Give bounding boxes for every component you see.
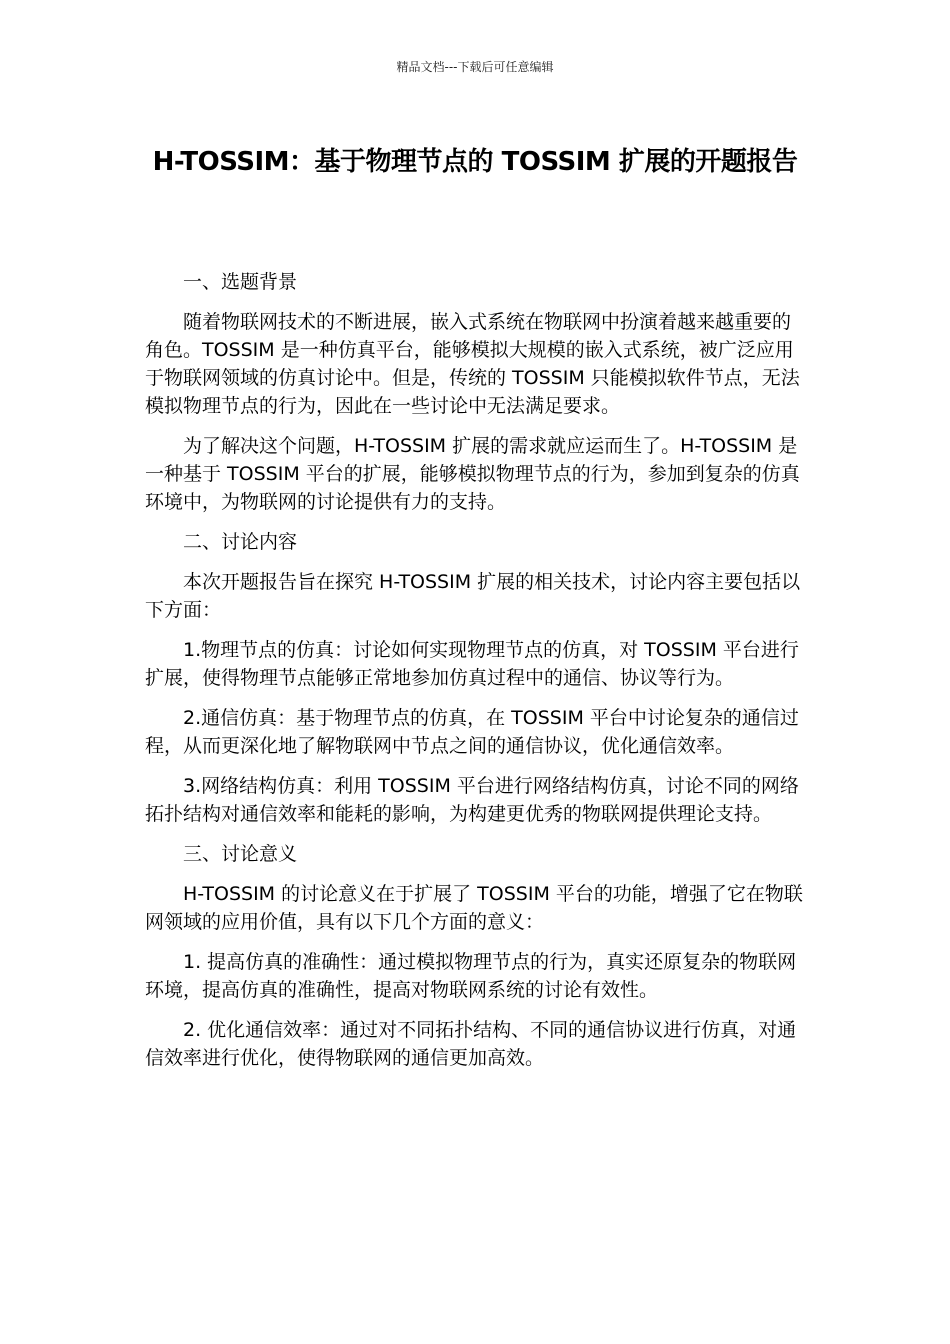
list-item: 2. 优化通信效率：通过对不同拓扑结构、不同的通信协议进行仿真，对通信效率进行优化，使得物联网的通信更加高效。 (145, 1019, 797, 1069)
list-item: 2.通信仿真：基于物理节点的仿真，在 TOSSIM 平台中讨论复杂的通信过程，从而更深化地了解物联网中节点之间的通信协议，优化通信效率。 (145, 707, 799, 757)
paragraph: 本次开题报告旨在探究 H-TOSSIM 扩展的相关技术，讨论内容主要包括以下方面： (145, 571, 801, 621)
list-item: 1. 提高仿真的准确性：通过模拟物理节点的行为，真实还原复杂的物联网环境，提高仿真的准确性，提高对物联网系统的讨论有效性。 (145, 951, 797, 1001)
document-title: H-TOSSIM：基于物理节点的 TOSSIM 扩展的开题报告 (152, 147, 798, 177)
document-body (145, 268, 805, 1084)
list-item: 1.物理节点的仿真：讨论如何实现物理节点的仿真，对 TOSSIM 平台进行扩展，使得物理节点能够正常地参加仿真过程中的通信、协议等行为。 (145, 639, 799, 689)
page-header: 精品文档---下载后可任意编辑 (396, 60, 554, 74)
section-heading-significance: 三、讨论意义 (183, 843, 298, 865)
paragraph: 随着物联网技术的不断进展，嵌入式系统在物联网中扮演着越来越重要的角色。TOSSIM 是一种仿真平台，能够模拟大规模的嵌入式系统，被广泛应用于物联网领域的仿真讨论中。但是，传统的 TOSSIM 只能模拟软件节点，无法模拟物理节点的行为，因此在一些讨论中无法满足要求。 (145, 311, 800, 417)
paragraph: 为了解决这个问题，H-TOSSIM 扩展的需求就应运而生了。H-TOSSIM 是一种基于 TOSSIM 平台的扩展，能够模拟物理节点的行为，参加到复杂的仿真环境中，为物联网的讨论提供有力的支持。 (145, 435, 800, 513)
section-heading-background: 一、选题背景 (183, 271, 298, 293)
section-heading-content: 二、讨论内容 (183, 531, 298, 553)
list-item: 3.网络结构仿真：利用 TOSSIM 平台进行网络结构仿真，讨论不同的网络拓扑结构对通信效率和能耗的影响，为构建更优秀的物联网提供理论支持。 (145, 775, 799, 825)
paragraph: H-TOSSIM 的讨论意义在于扩展了 TOSSIM 平台的功能，增强了它在物联网领域的应用价值，具有以下几个方面的意义： (145, 883, 803, 933)
